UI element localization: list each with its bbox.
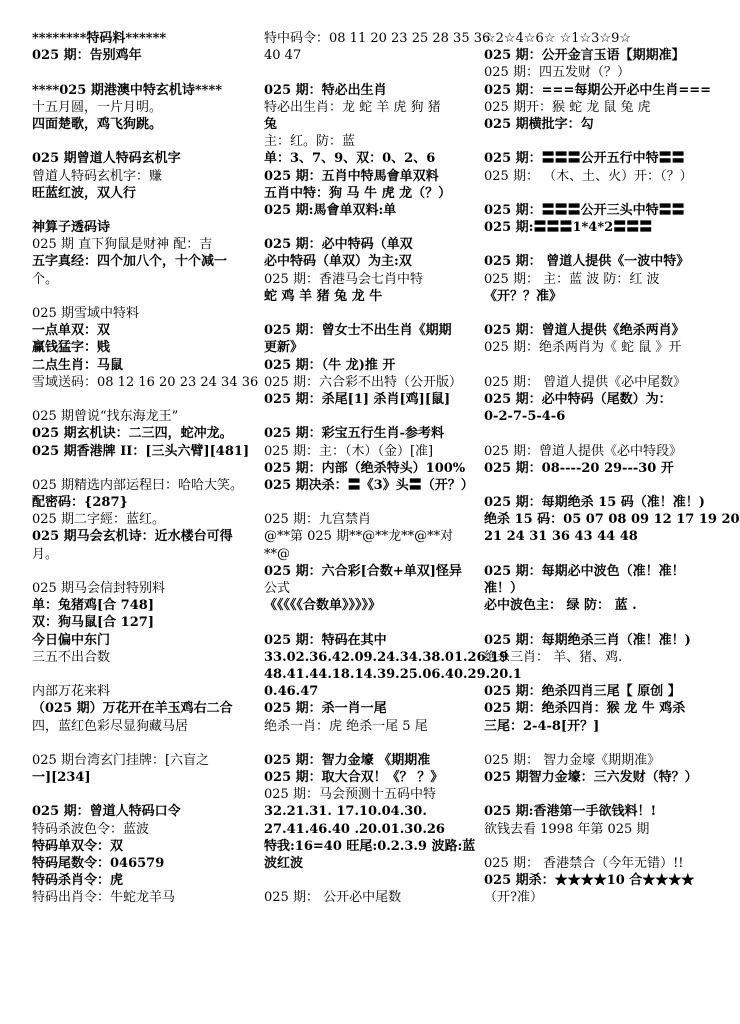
- text-line: 个。: [32, 271, 59, 287]
- text-line: 025 期 直下狗鼠是财神 配：吉: [32, 237, 213, 253]
- text-line: 025 期： 主：蓝 波 防：红 波: [484, 271, 660, 287]
- text-line: 025 期： 香港禁合（今年无错）!!: [484, 856, 684, 871]
- text-line: 必中特码（单双）为主:双: [264, 254, 412, 270]
- text-line: ☆2☆4☆6☆ ☆1☆3☆9☆: [484, 31, 631, 46]
- text-line: （025 期）万花开在羊玉鸡右二合: [32, 701, 233, 717]
- text-line: 一点单双：双: [32, 323, 111, 339]
- text-line: 025 期：绝杀四肖：猴 龙 牛 鸡杀: [484, 701, 686, 717]
- spacer: [264, 219, 474, 236]
- text-line: 025 期：取大合双！《？ ？》: [264, 770, 444, 786]
- text-line: 025 期：特码在其中: [264, 632, 387, 648]
- text-line: 四面楚歌，鸡飞狗跳。: [32, 116, 163, 132]
- text-line: 025 期：曾道人提供《绝杀两肖》: [484, 323, 685, 339]
- text-line: 特我:16=40 旺尾:0.2.3.9 波路:蓝: [264, 838, 476, 854]
- text-line: 三尾：2-4-8[开？]: [484, 718, 600, 734]
- spacer: [484, 838, 710, 855]
- text-line: 一][234]: [32, 770, 91, 786]
- text-line: 赢钱猛字：贱: [32, 340, 111, 356]
- text-line: 绝杀三肖： 羊、猪、鸡.: [484, 649, 623, 665]
- text-line: 025 期：六合彩[合数+单双]怪异: [264, 563, 462, 579]
- spacer: [484, 236, 710, 253]
- text-line: 025 期： （木、土、火）开：（？）: [484, 168, 693, 184]
- text-line: 025 期马会玄机诗：近水楼台可得: [32, 529, 233, 545]
- text-line: 025 期：九宫禁肖: [264, 512, 371, 528]
- text-line: 21 24 31 36 43 44 48: [484, 529, 638, 545]
- text-line: 单：兔猪鸡[合 748]: [32, 598, 154, 614]
- text-line: 五肖中特：狗 马 牛 虎 龙（？）: [264, 185, 452, 201]
- text-line: 025 期： 曾道人提供《必中尾数》: [484, 374, 687, 390]
- text-line: 025 期：必中特码（单双: [264, 237, 413, 253]
- column-right: [484, 30, 740, 907]
- text-line: 025 期：（牛 龙)推 开: [264, 357, 396, 373]
- text-line: 三五不出合数: [32, 649, 111, 665]
- text-line: 025 期杀：★★★★10 合★★★★: [484, 873, 695, 889]
- spacer: [264, 735, 474, 752]
- text-line: 025 期：马会预测十五码中特: [264, 787, 436, 803]
- text-line: 025 期：必中特码（尾数）为：: [484, 391, 672, 407]
- text-line: 025 期：特必出生肖: [264, 82, 387, 98]
- text-line: 主：红。防：蓝: [264, 134, 356, 150]
- spacer: [32, 735, 254, 752]
- text-line: 025 期：香港马会七肖中特: [264, 271, 423, 287]
- text-line: 025 期：曾道人特码口令: [32, 804, 181, 820]
- spacer: [264, 305, 474, 322]
- text-line: 双：狗马鼠[合 127]: [32, 615, 154, 631]
- spacer: [484, 477, 710, 494]
- text-line: 二点生肖：马鼠: [32, 357, 124, 373]
- text-line: 特码出肖令：牛蛇龙羊马: [32, 890, 176, 906]
- text-line: 绝杀 15 码：05 07 08 09 12 17 19 20: [484, 512, 740, 528]
- spacer: [484, 735, 710, 752]
- text-line: 025 期：绝杀两肖为《 蛇 鼠 》开: [484, 340, 682, 356]
- spacer: [32, 391, 254, 408]
- spacer: [32, 786, 254, 803]
- text-line: 旺蓝红波，双人行: [32, 185, 137, 201]
- text-line: 025 期：杀一肖一尾: [264, 701, 387, 717]
- text-line: 特中码令：08 11 20 23 25 28 35 36: [264, 31, 491, 46]
- text-line: 025 期：每期绝杀 15 码（准！准！): [484, 495, 705, 511]
- text-line: 特码尾数令：046579: [32, 856, 165, 871]
- text-line: 单：3、7、9、双：0、2、6: [264, 151, 436, 167]
- text-line: 025 期雪域中特料: [32, 306, 139, 321]
- text-line: 雪域送码：08 12 16 20 23 24 34 36: [32, 374, 259, 390]
- text-line: 025 期:〓〓〓1*4*2〓〓〓: [484, 220, 653, 236]
- spacer: [484, 614, 710, 631]
- text-line: ****025 期港澳中特玄机诗****: [32, 82, 223, 98]
- text-line: 025 期：曾道人提供《必中特段》: [484, 443, 682, 459]
- text-line: 40 47: [264, 48, 302, 64]
- text-line: 波红波: [264, 856, 304, 871]
- spacer: [32, 666, 254, 683]
- text-line: 更新》: [264, 340, 304, 356]
- text-line: 兔: [264, 116, 278, 132]
- text-line: 025 期：四五发财（？）: [484, 65, 630, 81]
- text-line: 配密码：{287}: [32, 495, 128, 511]
- text-line: 神算子透码诗: [32, 220, 111, 236]
- text-line: **@: [264, 546, 290, 562]
- text-line: 025 期台湾玄门挂牌：[六盲之: [32, 752, 210, 768]
- text-line: 内部万花来料: [32, 684, 111, 700]
- text-line: 025 期： 智力金壕《期期准》: [484, 752, 661, 768]
- text-line: 蛇 鸡 羊 猪 兔 龙 牛: [264, 288, 383, 304]
- text-line: @**第 025 期**@**龙**@**对: [264, 529, 454, 545]
- text-line: 025 期：公开金言玉语【期期准】: [484, 48, 685, 64]
- text-line: 025 期：〓〓〓公开五行中特〓〓: [484, 151, 685, 167]
- text-line: 025 期：六合彩不出特（公开版）: [264, 374, 462, 390]
- text-line: 025 期：五肖中特馬會单双料: [264, 168, 439, 184]
- spacer: [264, 494, 474, 511]
- text-line: 025 期玄机诀：二三四，蛇冲龙。: [32, 426, 233, 442]
- text-line: 0.46.47: [264, 684, 319, 700]
- text-line: 025 期：内部（绝杀特头）100%: [264, 460, 466, 476]
- text-line: 曾道人特码玄机字：赚: [32, 168, 163, 184]
- text-line: 公式: [264, 581, 291, 596]
- spacer: [484, 185, 710, 202]
- text-line: 025 期:香港第一手欲钱料！!: [484, 804, 657, 820]
- text-line: 欲钱去看 1998 年第 025 期: [484, 821, 650, 837]
- text-line: 0-2-7-5-4-6: [484, 409, 566, 425]
- text-line: 025 期二字經：蓝红。: [32, 512, 165, 528]
- spacer: [484, 666, 710, 683]
- column-left: [32, 30, 259, 907]
- text-line: 四，蓝红色彩尽显狗藏马居: [32, 718, 189, 734]
- spacer: [264, 614, 474, 631]
- spacer: [32, 202, 254, 219]
- text-line: 五字真经：四个加八个，十个减一: [32, 254, 228, 270]
- text-line: 025 期：每期必中波色（准！准！: [484, 563, 685, 579]
- text-line: 025 期：杀尾[1] 杀肖[鸡][鼠]: [264, 391, 451, 407]
- text-line: 月。: [32, 546, 59, 562]
- text-line: 025 期曾道人特码玄机字: [32, 151, 181, 167]
- text-line: 025 期智力金壕：三六发财（特？）: [484, 770, 698, 786]
- text-line: 025 期决杀：〓《3》头〓（开？）: [264, 477, 474, 493]
- text-line: 025 期：智力金壕 《期期准: [264, 752, 431, 768]
- text-line: 025 期：===每期公开必中生肖===: [484, 82, 712, 98]
- text-line: 025 期横批字：勾: [484, 116, 594, 132]
- text-line: 准！）: [484, 581, 524, 596]
- text-line: 27.41.46.40 .20.01.30.26: [264, 821, 445, 837]
- text-line: 025 期精选内部运程曰：哈哈大笑。: [32, 477, 243, 493]
- text-line: 025 期：主：（木）（金）[准]: [264, 443, 434, 459]
- spacer: [484, 357, 710, 374]
- text-line: 025 期：绝杀四肖三尾【 原创 】: [484, 684, 681, 700]
- text-line: 025 期马会信封特别料: [32, 581, 165, 596]
- text-line: 025 期：每期绝杀三肖（准！准！): [484, 632, 691, 648]
- text-line: （开?准）: [484, 890, 543, 906]
- text-line: 必中波色主： 绿 防： 蓝 .: [484, 598, 637, 614]
- spacer: [264, 408, 474, 425]
- text-line: 025 期:馬會单双料:单: [264, 202, 397, 218]
- spacer: [32, 563, 254, 580]
- text-line: 特码单双令：双: [32, 838, 124, 854]
- text-line: 《开？？准》: [484, 288, 563, 304]
- spacer: [484, 133, 710, 150]
- text-line: 十五月圆，一片月明。: [32, 99, 163, 115]
- spacer: [32, 460, 254, 477]
- spacer: [264, 64, 474, 81]
- text-line: 今日偏中东门: [32, 632, 111, 648]
- text-line: 特码杀波色令：蓝波: [32, 821, 150, 837]
- text-line: 33.02.36.42.09.24.34.38.01.26.19: [264, 649, 509, 665]
- text-line: 025 期：彩宝五行生肖-参考料: [264, 426, 445, 442]
- spacer: [484, 305, 710, 322]
- text-line: ********特码料******: [32, 31, 167, 46]
- text-line: 025 期：08----20 29---30 开: [484, 460, 674, 476]
- text-line: 48.41.44.18.14.39.25.06.40.29.20.1: [264, 666, 522, 682]
- text-line: 特必出生肖：龙 蛇 羊 虎 狗 猪: [264, 99, 441, 115]
- text-line: 025 期曾说“找东海龙王”: [32, 409, 179, 425]
- text-line: 025 期：曾女士不出生肖《期期: [264, 323, 452, 339]
- spacer: [484, 546, 710, 563]
- text-line: 《《《《《合数单》》》》》: [264, 598, 382, 614]
- text-line: 025 期：〓〓〓公开三头中特〓〓: [484, 202, 685, 218]
- spacer: [32, 133, 254, 150]
- text-line: 025 期：告别鸡年: [32, 48, 142, 64]
- text-line: 025 期香港牌 II：[三头六臂][481]: [32, 443, 250, 459]
- text-line: 025 期开：猴 蛇 龙 鼠 兔 虎: [484, 99, 651, 115]
- spacer: [484, 786, 710, 803]
- spacer: [484, 425, 710, 442]
- text-line: 025 期： 公开必中尾数: [264, 890, 402, 906]
- text-line: 绝杀一肖：虎 绝杀一尾 5 尾: [264, 718, 428, 734]
- spacer: [32, 288, 254, 305]
- spacer: [32, 64, 254, 81]
- text-line: 025 期： 曾道人提供《一波中特》: [484, 254, 690, 270]
- text-line: 32.21.31. 17.10.04.30.: [264, 804, 427, 820]
- text-line: 特码杀肖令：虎: [32, 873, 124, 889]
- spacer: [264, 872, 474, 889]
